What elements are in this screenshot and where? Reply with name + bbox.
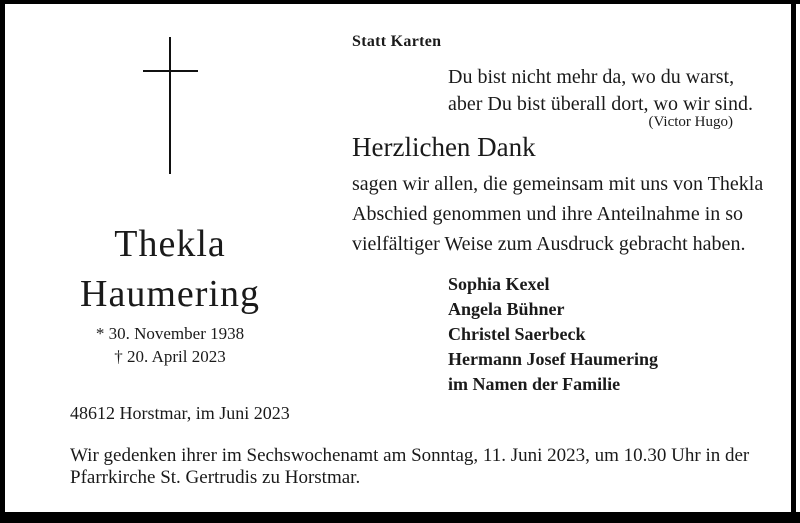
page-border-bottom [0, 512, 800, 523]
quote-attribution: (Victor Hugo) [648, 114, 733, 130]
deceased-last-name: Haumering [80, 273, 260, 315]
mourner-name: Hermann Josef Haumering [448, 349, 658, 369]
mourner-name: Sophia Kexel [448, 274, 550, 294]
birth-date: * 30. November 1938 [95, 324, 245, 343]
service-line-1: Wir gedenken ihrer im Sechswochenamt am Sonntag, 11. Juni 2023, um 10.30 Uhr in der [70, 445, 750, 466]
thanks-line-1: sagen wir allen, die gemeinsam mit uns von Thekla [352, 173, 764, 195]
life-dates [60, 322, 280, 368]
death-date: † 20. April 2023 [114, 347, 226, 366]
page-border-right [791, 0, 796, 523]
quote-line-2: aber Du bist überall dort, wo wir sind. [448, 93, 753, 115]
thanks-heading: Herzlichen Dank [352, 132, 536, 162]
page-border-top [0, 0, 800, 4]
thanks-text [352, 169, 763, 259]
service-information [70, 445, 749, 489]
mourner-name: Angela Bühner [448, 299, 565, 319]
mourners-closing: im Namen der Familie [448, 374, 621, 394]
deceased-first-name: Thekla [114, 223, 226, 265]
cross-vertical-bar [169, 37, 171, 174]
thanks-line-2: Abschied genommen und ihre Anteilnahme in so [352, 203, 744, 225]
page-border-left [0, 0, 5, 523]
memorial-quote [448, 64, 753, 118]
thanks-line-3: vielfältiger Weise zum Ausdruck gebracht haben. [352, 233, 746, 255]
cross-horizontal-bar [143, 70, 198, 72]
deceased-name [60, 219, 280, 319]
place-and-date: 48612 Horstmar, im Juni 2023 [70, 403, 290, 423]
mourners-list [448, 272, 658, 397]
statt-karten-label: Statt Karten [352, 33, 442, 50]
service-line-2: Pfarrkirche St. Gertrudis zu Horstmar. [70, 467, 361, 488]
mourner-name: Christel Saerbeck [448, 324, 586, 344]
quote-line-1: Du bist nicht mehr da, wo du warst, [448, 66, 735, 88]
